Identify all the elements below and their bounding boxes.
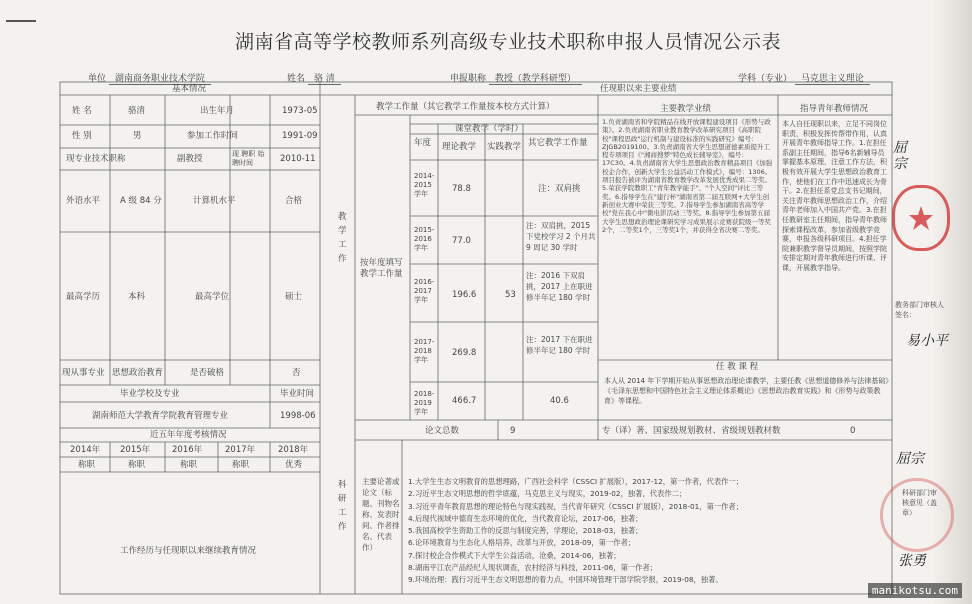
birth-label: 出生年月 <box>200 106 235 116</box>
year-col-header: 年度 <box>414 138 432 148</box>
dept-review-label: 教务部门审核人签名： <box>895 301 944 319</box>
red-seal-stamp <box>892 185 950 251</box>
class-col-header: 课堂教学（学时） <box>455 124 524 134</box>
transfer-value: 否 <box>292 368 301 378</box>
document-title: 湖南省高等学校教师系列高级专业技术职称申报人员情况公示表 <box>235 31 782 53</box>
research-dept-label: 科研部门审核意见（盖章） <box>902 489 937 517</box>
assess-year: 2018年 <box>278 445 309 455</box>
research-list <box>408 476 888 587</box>
signature: 屈宗 <box>896 451 924 467</box>
computer-value: 合格 <box>285 196 303 206</box>
papers-value: 9 <box>510 426 516 436</box>
research-item: 9.环境治理：践行习近平生态文明思想的着力点，中国环境管理干部学院学报，2019-08，独著。 <box>408 575 723 585</box>
assess-result: 称职 <box>180 460 198 470</box>
row-theory: 269.8 <box>452 348 477 358</box>
current-title-value: 副教授 <box>177 154 203 164</box>
fill-note: 按年度填写教学工作量 <box>360 258 403 279</box>
basic-section-title: 基本情况 <box>172 84 207 94</box>
signature: 张勇 <box>898 553 926 569</box>
name-value: 骆清 <box>128 106 146 116</box>
degree-label: 最高学位 <box>195 292 230 302</box>
row-theory: 196.6 <box>452 290 477 300</box>
row-year: 2017-2018学年 <box>414 338 435 364</box>
assess-result: 称职 <box>128 460 146 470</box>
row-other: 注：2017 下在职进修半年记 180 学时 <box>526 335 593 355</box>
work-value: 1991-09 <box>282 131 318 141</box>
research-item: 5.我国高校学生资助工作的反思与制度完善，学理论，2018-03，独著； <box>408 526 643 536</box>
signature: 屈宗 <box>893 140 907 172</box>
books-value: 0 <box>850 426 856 436</box>
major-label: 现从事专业 <box>62 368 105 378</box>
unit-field: 单位 湖南商务职业技术学院 <box>88 71 211 84</box>
assess-result: 称职 <box>78 460 96 470</box>
research-item: 2.习近平生态文明思想的哲学底蕴，马克思主义与现实，2019-02，独著，代表作二； <box>408 489 687 499</box>
row-year: 2015-2016学年 <box>414 226 435 252</box>
other-col-header: 其它教学工作量 <box>528 138 588 148</box>
row-theory: 77.0 <box>452 236 471 246</box>
row-theory: 466.7 <box>452 396 477 406</box>
birth-value: 1973-05 <box>282 106 318 116</box>
assess-result: 优秀 <box>285 460 303 470</box>
row-other: 40.6 <box>550 396 569 406</box>
research-item: 3.习近平青年教育思想的理论特色与现实践视，当代青年研究（CSSCI 扩展版），2018-01，第一作者； <box>408 501 744 511</box>
watermark: manikotsu.com <box>868 583 962 598</box>
main-achievements-title: 主要教学业绩 <box>660 104 712 114</box>
grad-value: 1998-06 <box>280 411 316 421</box>
lang-value: A 级 84 分 <box>120 196 162 206</box>
assess-year: 2015年 <box>120 445 151 455</box>
computer-label: 计算机水平 <box>193 196 236 206</box>
row-theory: 78.8 <box>452 184 471 194</box>
courses-title: 任 教 课 程 <box>716 362 759 372</box>
school-value: 湖南师范大学教育学院教育管理专业 <box>92 411 229 421</box>
work-label: 参加工作时间 <box>187 131 239 141</box>
guide-text: 本人自任现职以来，立足不同岗位职责，积极发挥传帮带作用，认真开展青年教师指导工作。1.在担任系副主任期间，指导6名新辅导员掌握基本原理，注意工作方法，积极有效开展大学生思想政治教育工作，使他们在工作中迅速成长为骨干。2.在担任系党总支书记期间，关注青年教师思想政治工作，介绍青年老师加入中国共产党。3.在担任教研室主任期间，指导青年教师探索课程改革，参加省级教学竞赛，申报各级科研项目。4.担任学院兼职教学督导员期间，按照学院安排定期对青年教师进行听课、评课，开展教学指导。 <box>782 120 887 272</box>
research-item: 6.论环境教育与生态化人格培养，改革与开放，2018-09，第一作者； <box>408 538 636 548</box>
title-field: 申报职称 教授（教学科研型） <box>450 71 582 84</box>
theory-col-header: 理论教学 <box>442 142 477 152</box>
signature: 易小平 <box>906 333 948 349</box>
workload-title: 教学工作量（其它教学工作量按本校方式计算） <box>376 102 555 112</box>
guide-title: 指导青年教师情况 <box>800 104 869 114</box>
edu-label: 最高学历 <box>66 292 101 302</box>
courses-text: 本人从 2014 年下学期开始从事思想政治理论课教学，主要任教《思想道德修养与法律基础》《毛泽东思想和中国特色社会主义理论体系概论》《思想政治教育实践》和《形势与政策教育》等课程。 <box>604 377 889 405</box>
performance-section-title: 任现职以来主要业绩 <box>600 84 677 94</box>
research-item: 8.湖南平江农产品经纪人现状调查，农村经济与科技，2011-06，第一作者； <box>408 563 658 573</box>
gender-value: 男 <box>133 131 142 141</box>
row-year: 2016-2017学年 <box>414 278 435 304</box>
assess-year: 2014年 <box>70 445 101 455</box>
research-label: 主要论著或论文（标题、刊物名称、发表时间、作者排名、代表作） <box>362 477 400 552</box>
books-label: 专（译）著、国家级规划教材、省级规划教材数 <box>602 426 781 436</box>
current-title-label: 现专业技术职称 <box>66 154 126 164</box>
grad-label: 毕业时间 <box>280 389 315 399</box>
career-label: 工作经历与任现职以来继续教育情况 <box>120 546 257 556</box>
school-label: 毕业学校及专业 <box>120 389 180 399</box>
gender-label: 性 别 <box>72 131 92 141</box>
row-other: 注：双肩挑，2015 下党校学习 2 个月共 9 周记 30 学时 <box>526 221 596 252</box>
row-other: 注：2016 下双肩挑，2017 上在职进修半年记 180 学时 <box>526 271 593 302</box>
name-label: 姓 名 <box>72 106 92 116</box>
teaching-vertical-label: 教学工作 <box>338 212 347 264</box>
transfer-label: 是否破格 <box>190 368 225 378</box>
degree-value: 硕士 <box>285 292 303 302</box>
employ-value: 2010-11 <box>280 154 316 164</box>
row-year: 2018-2019学年 <box>414 390 435 416</box>
row-year: 2014-2015学年 <box>414 172 435 198</box>
papers-label: 论文总数 <box>425 426 460 436</box>
assess-year: 2016年 <box>172 445 203 455</box>
assess-title: 近五年年度考核情况 <box>150 430 227 440</box>
research-item: 4.后现代视域中德育生态环境的优化，当代教育论坛，2017-06，独著； <box>408 513 643 523</box>
assess-year: 2017年 <box>225 445 256 455</box>
row-other: 注：双肩挑 <box>538 184 581 194</box>
lang-label: 外语水平 <box>66 196 101 206</box>
row-practice: 53 <box>505 290 516 300</box>
assess-result: 称职 <box>232 460 250 470</box>
name-field: 姓名 骆 清 <box>287 71 341 84</box>
practice-col-header: 实践教学 <box>487 142 522 152</box>
main-achievements-text: 1.负责湖南省和学院精品在线开放课程建设项目《形势与政策》。2.负责湖南省职业教育教学改革研究项目《高职院校"课程思政"运行机制与建设标准的实践研究》编号：ZJGB2019100。3.负责湖南省大学生思想道德素质提升工程专项项目《"湘商搜梦"特色成长辅导室》，编号：17C30。4.负责湖南省大学生思想政治教育精品项目《加强校企合作，创新大学生公益活动工作模式》，编号：1306。项目报告被评为湖南省教育教学改革发展优秀成果二等奖。5.荣获学院教职工"青年教学能手"、"个人空间"评比三等奖。6.指导学生在"建行杯"湖南省第二届互联网+大学生创新创业大赛中荣获三等奖。7.指导学生参加湖南省高等学校"党在我心中"微电影活动三等奖。8.指导学生参加第五届大学生思想政治理论课研究学习成果展示竞赛获院级一等奖2个，二等奖1个，三等奖1个，并获得全省决赛二等奖。 <box>602 118 773 234</box>
employ-label: 现 聘职 始聘时间 <box>232 150 265 167</box>
research-vertical-label: 科研工作 <box>338 480 347 532</box>
research-item: 7.探讨校企合作模式下大学生公益活动，沧桑，2014-06，独著； <box>408 550 621 560</box>
major-value: 思想政治教育 <box>112 368 164 378</box>
edu-value: 本科 <box>128 292 146 302</box>
subject-field: 学科（专业） 马克思主义理论 <box>738 71 870 84</box>
research-item: 1.大学生生态文明教育的思想理路，广西社会科学（CSSCI 扩展版），2017-12，第一作者，代表作一； <box>408 477 744 486</box>
